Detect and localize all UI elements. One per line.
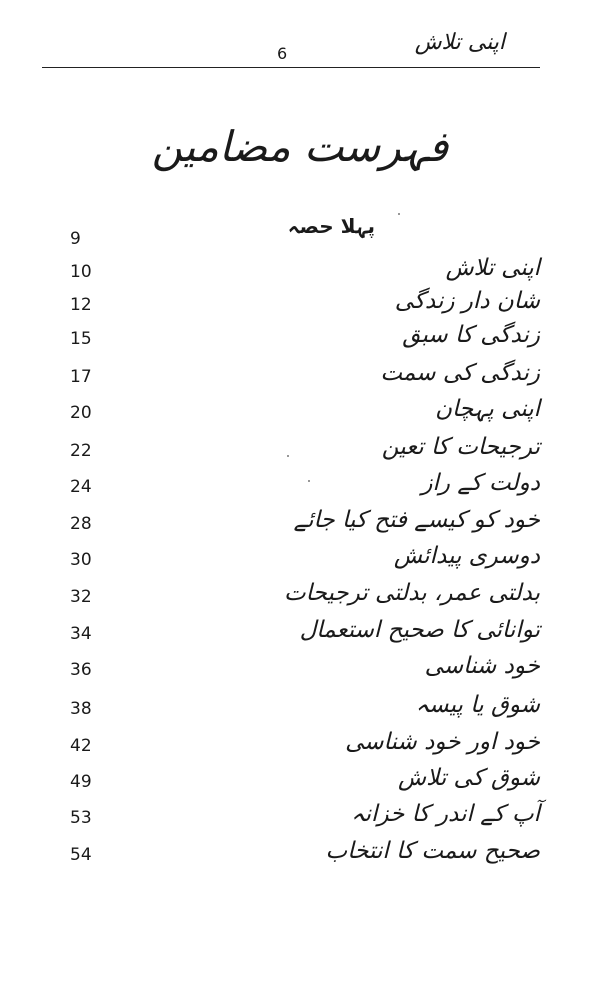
- toc-entry: [70, 617, 540, 653]
- toc-entry: [70, 255, 540, 291]
- toc-entry-page: 36: [70, 660, 92, 680]
- toc-entry: [70, 580, 540, 616]
- contents-title: فہرست مضامین: [151, 122, 449, 171]
- toc-entry-page: 28: [70, 514, 92, 534]
- toc-entry-title: خود اور خود شناسی: [345, 729, 540, 755]
- toc-entry: [70, 322, 540, 358]
- toc-entry-title: اپنی تلاش: [445, 255, 540, 281]
- toc-entry-title: زندگی کی سمت: [380, 360, 540, 386]
- scan-speck: [308, 480, 310, 482]
- toc-entry: [70, 729, 540, 765]
- toc-entry-page: 49: [70, 772, 92, 792]
- toc-entry: [70, 434, 540, 470]
- toc-entry-page: 54: [70, 845, 92, 865]
- scan-speck: [398, 213, 400, 215]
- toc-entry-title: بدلتی عمر، بدلتی ترجیحات: [283, 580, 540, 606]
- section-page-number: 9: [70, 229, 81, 249]
- header-page-number: 6: [277, 44, 288, 63]
- toc-entry-title: آپ کے اندر کا خزانہ: [351, 801, 540, 827]
- toc-entry-page: 20: [70, 403, 92, 423]
- toc-entry-page: 17: [70, 367, 92, 387]
- toc-entry-page: 22: [70, 441, 92, 461]
- toc-entry-title: شان دار زندگی: [394, 288, 540, 314]
- toc-entry: [70, 470, 540, 506]
- toc-entry-page: 53: [70, 808, 92, 828]
- running-header-title: اپنی تلاش: [414, 30, 505, 55]
- toc-entry-title: صحیح سمت کا انتخاب: [325, 838, 540, 864]
- toc-entry: [70, 653, 540, 689]
- toc-entry-title: شوق یا پیسہ: [415, 692, 540, 718]
- toc-entry: [70, 288, 540, 324]
- toc-entry-title: اپنی پہچان: [435, 396, 540, 422]
- header-rule: [42, 67, 540, 68]
- scan-speck: [287, 455, 289, 457]
- toc-entry: [70, 838, 540, 874]
- toc-entry-page: 42: [70, 736, 92, 756]
- toc-entry-title: شوق کی تلاش: [398, 765, 540, 791]
- toc-entry: [70, 396, 540, 432]
- toc-entry-page: 12: [70, 295, 92, 315]
- toc-entry-title: دوسری پیدائش: [393, 543, 540, 569]
- toc-entry-title: توانائی کا صحیح استعمال: [299, 617, 540, 643]
- toc-entry: [70, 543, 540, 579]
- toc-entry-page: 10: [70, 262, 92, 282]
- toc-entry: [70, 765, 540, 801]
- toc-entry: [70, 801, 540, 837]
- toc-entry: [70, 507, 540, 543]
- toc-entry-title: زندگی کا سبق: [402, 322, 540, 348]
- toc-entry: [70, 360, 540, 396]
- toc-entry: [70, 692, 540, 728]
- toc-entry-title: ترجیحات کا تعین: [381, 434, 540, 460]
- toc-entry-title: خود کو کیسے فتح کیا جائے: [293, 507, 540, 533]
- toc-entry-page: 32: [70, 587, 92, 607]
- toc-entry-title: دولت کے راز: [421, 470, 540, 496]
- section-heading: پہلا حصہ: [287, 214, 375, 238]
- toc-entry-page: 15: [70, 329, 92, 349]
- toc-entry-title: خود شناسی: [424, 653, 540, 679]
- toc-entry-page: 24: [70, 477, 92, 497]
- toc-entry-page: 38: [70, 699, 92, 719]
- toc-entry-page: 30: [70, 550, 92, 570]
- toc-entry-page: 34: [70, 624, 92, 644]
